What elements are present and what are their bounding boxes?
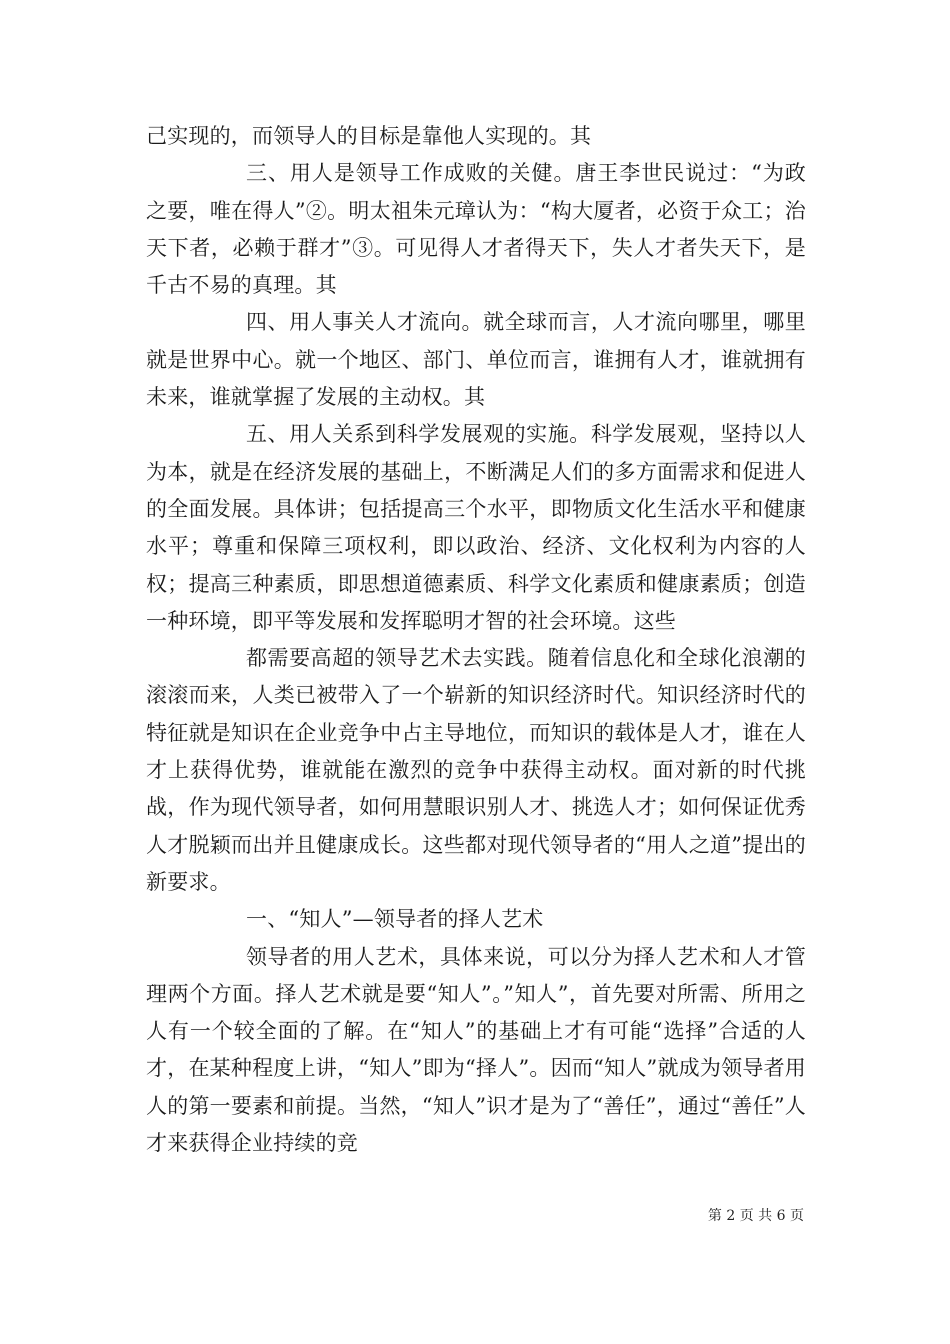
paragraph: 三、用人是领导工作成败的关健。唐王李世民说过：“为政之要，唯在得人”②。明太祖朱元璋认为：“构大厦者，必资于众工；治天下者，必赖于群才”③。可见得人才者得天下，失人才者失天下，是千古不易的真理。其 (146, 161, 806, 298)
paragraph: 己实现的，而领导人的目标是靠他人实现的。其 (146, 124, 592, 148)
paragraph: 领导者的用人艺术，具体来说，可以分为择人艺术和人才管理两个方面。择人艺术就是要“知人”。”知人”，首先要对所需、所用之人有一个较全面的了解。在“知人”的基础上才有可能“选择”合适的人才，在某种程度上讲，“知人”即为“择人”。因而“知人”就成为领导者用人的第一要素和前提。当然，“知人”识才是为了“善任”，通过“善任”人才来获得企业持续的竞 (146, 944, 806, 1156)
paragraph: 都需要高超的领导艺术去实践。随着信息化和全球化浪潮的滚滚而来，人类已被带入了一个崭新的知识经济时代。知识经济时代的特征就是知识在企业竞争中占主导地位，而知识的载体是人才，谁在人才上获得优势，谁就能在激烈的竞争中获得主动权。面对新的时代挑战，作为现代领导者，如何用慧眼识别人才、挑选人才；如何保证优秀人才脱颖而出并且健康成长。这些都对现代领导者的“用人之道”提出的新要求。 (146, 646, 806, 894)
paragraph: 五、用人关系到科学发展观的实施。科学发展观，坚持以人为本，就是在经济发展的基础上，不断满足人们的多方面需求和促进人的全面发展。具体讲；包括提高三个水平，即物质文化生活水平和健康水平；尊重和保障三项权利，即以政治、经济、文化权利为内容的人权；提高三种素质，即思想道德素质、科学文化素质和健康素质；创造一种环境，即平等发展和发挥聪明才智的社会环境。这些 (146, 422, 806, 633)
section-heading: 一、“知人”—领导者的择人艺术 (246, 907, 544, 932)
page-number-footer: 第 2 页 共 6 页 (707, 1208, 804, 1224)
document-body (146, 118, 806, 1162)
paragraph: 四、用人事关人才流向。就全球而言，人才流向哪里，哪里就是世界中心。就一个地区、部门、单位而言，谁拥有人才，谁就拥有未来，谁就掌握了发展的主动权。其 (146, 310, 806, 410)
